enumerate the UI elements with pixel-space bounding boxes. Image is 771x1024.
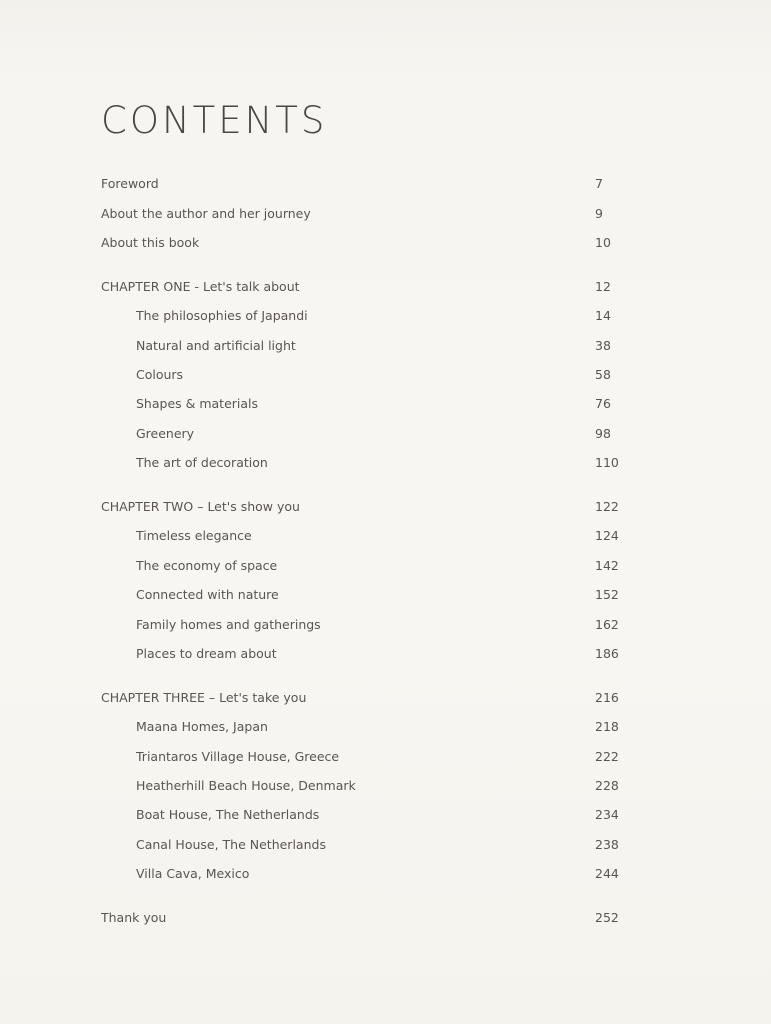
toc-subentry[interactable] [136,335,621,357]
toc-entry-foreword[interactable] [101,173,621,195]
toc-entry-page: 238 [595,837,619,852]
toc-entry-page: 162 [595,617,619,632]
toc-entry-page: 222 [595,749,619,764]
toc-entry-page: 228 [595,778,619,793]
toc-entry-label: Maana Homes, Japan [136,719,268,734]
toc-subentry[interactable] [136,746,621,768]
toc-entry-page: 216 [595,690,619,705]
toc-entry-about-book[interactable] [101,232,621,254]
toc-subentry[interactable] [136,584,621,606]
toc-entry-page: 186 [595,646,619,661]
toc-entry-thank-you[interactable] [101,907,621,929]
toc-entry-page: 252 [595,910,619,925]
toc-entry-page: 12 [595,279,611,294]
toc-entry-label: Thank you [101,910,167,925]
toc-entry-label: About this book [101,235,200,250]
toc-chapter-one[interactable] [101,276,621,298]
toc-entry-page: 10 [595,235,611,250]
toc-entry-page: 234 [595,807,619,822]
toc-entry-page: 122 [595,499,619,514]
toc-entry-label: CHAPTER TWO – Let's show you [101,499,300,514]
toc-entry-page: 98 [595,426,611,441]
toc-entry-label: Timeless elegance [136,528,252,543]
toc-entry-page: 244 [595,866,619,881]
toc-entry-page: 38 [595,338,611,353]
toc-entry-label: CHAPTER THREE – Let's take you [101,690,307,705]
toc-entry-label: Heatherhill Beach House, Denmark [136,778,356,793]
toc-entry-page: 142 [595,558,619,573]
toc-entry-label: Triantaros Village House, Greece [136,749,340,764]
toc-subentry[interactable] [136,834,621,856]
toc-subentry[interactable] [136,716,621,738]
toc-entry-page: 124 [595,528,619,543]
toc-entry-label: Greenery [136,426,195,441]
toc-entry-about-author[interactable] [101,203,621,225]
toc-entry-page: 7 [595,176,603,191]
toc-subentry[interactable] [136,423,621,445]
page-title: CONTENTS [101,99,328,142]
toc-entry-page: 110 [595,455,619,470]
toc-subentry[interactable] [136,393,621,415]
toc-entry-label: CHAPTER ONE - Let's talk about [101,279,300,294]
toc-subentry[interactable] [136,863,621,885]
toc-subentry[interactable] [136,452,621,474]
toc-entry-label: The art of decoration [136,455,268,470]
toc-entry-label: Shapes & materials [136,396,259,411]
toc-subentry[interactable] [136,555,621,577]
toc-entry-label: Colours [136,367,184,382]
toc-entry-label: Boat House, The Netherlands [136,807,320,822]
toc-entry-label: About the author and her journey [101,206,311,221]
toc-entry-label: Foreword [101,176,159,191]
toc-subentry[interactable] [136,364,621,386]
toc-entry-label: Connected with nature [136,587,279,602]
toc-entry-page: 152 [595,587,619,602]
toc-entry-label: Villa Cava, Mexico [136,866,250,881]
toc-entry-page: 58 [595,367,611,382]
toc-subentry[interactable] [136,305,621,327]
toc-entry-label: The philosophies of Japandi [136,308,308,323]
toc-subentry[interactable] [136,804,621,826]
toc-entry-label: Places to dream about [136,646,277,661]
toc-entry-label: The economy of space [136,558,278,573]
toc-subentry[interactable] [136,525,621,547]
toc-subentry[interactable] [136,775,621,797]
toc-entry-page: 14 [595,308,611,323]
toc-subentry[interactable] [136,643,621,665]
toc-entry-page: 218 [595,719,619,734]
toc-subentry[interactable] [136,614,621,636]
toc-entry-label: Canal House, The Netherlands [136,837,326,852]
toc-entry-page: 9 [595,206,603,221]
toc-chapter-three[interactable] [101,687,621,709]
toc-entry-label: Natural and artificial light [136,338,296,353]
toc-entry-page: 76 [595,396,611,411]
toc-chapter-two[interactable] [101,496,621,518]
toc-entry-label: Family homes and gatherings [136,617,321,632]
